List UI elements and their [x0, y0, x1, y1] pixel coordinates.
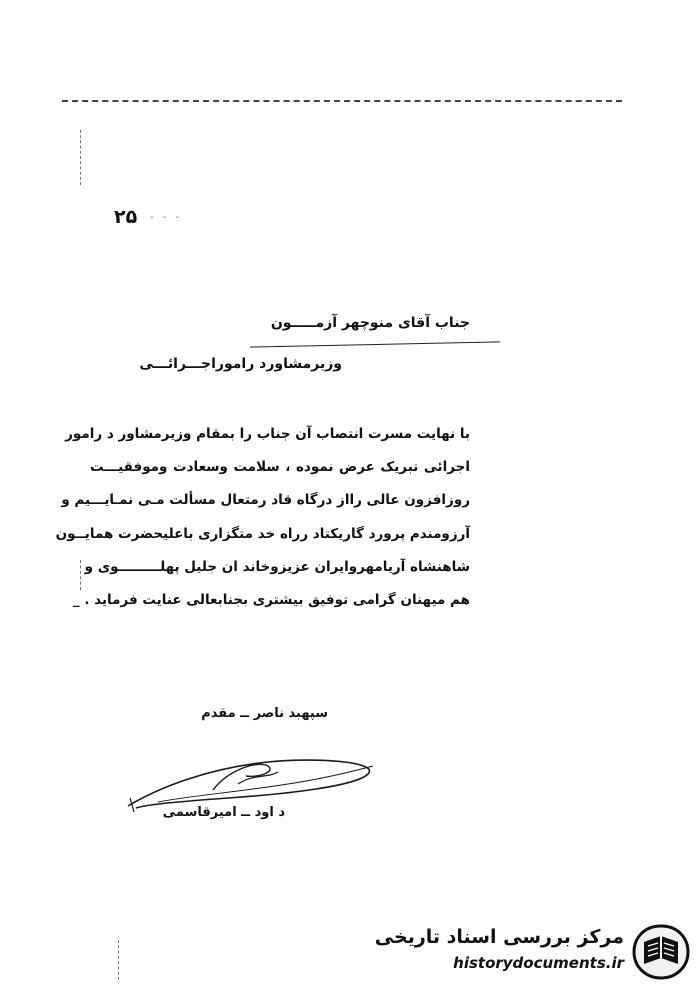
archive-logo-icon	[630, 922, 692, 982]
body-line: هم میهنان گرامی توفیق بیشتری بجنابعالی عنایت فرماید . _	[72, 592, 470, 609]
watermark-title: مرکز بررسی اسناد تاریخی	[374, 926, 624, 948]
body-line: با نهایت مسرت انتصاب آن جناب را بمقام وزیرمشاور د رامور	[65, 426, 470, 442]
addressee-underline	[250, 341, 500, 347]
addressee-title: وزیرمشاورد راموراجـــرائـــی	[139, 356, 342, 372]
scan-edge-dashes	[62, 100, 622, 102]
scan-mark-bottom	[118, 940, 119, 980]
sender-name: سپهبد ناصر ــ مقدم	[201, 706, 328, 721]
body-line: آرزومندم پرورد گاریکتاد رراه خد متگزاری باعلیحضرت همایــون	[55, 525, 470, 542]
document-number-tail: - - -	[150, 212, 183, 223]
body-line: شاهنشاه آریامهروایران عزیزوخاند ان جلیل پهلـــــــــوی و	[84, 558, 470, 575]
document-number: ۲۵	[114, 206, 138, 228]
watermark-url: historydocuments.ir	[453, 954, 624, 972]
addressee-line: جناب آقای منوچهر آزمـــــون	[270, 315, 470, 331]
signer-name: د اود ــ امیرقاسمی	[162, 805, 285, 820]
letter-body	[55, 418, 470, 617]
body-line: اجرائی تبریک عرض نموده ، سلامت وسعادت وموفقیـــت	[90, 459, 470, 476]
body-line: روزافزون عالی رااز درگاه قاد رمتعال مسألت مـی نمـایـــیم و	[61, 492, 470, 509]
scan-mark-left	[80, 130, 81, 185]
archive-watermark	[374, 920, 694, 984]
